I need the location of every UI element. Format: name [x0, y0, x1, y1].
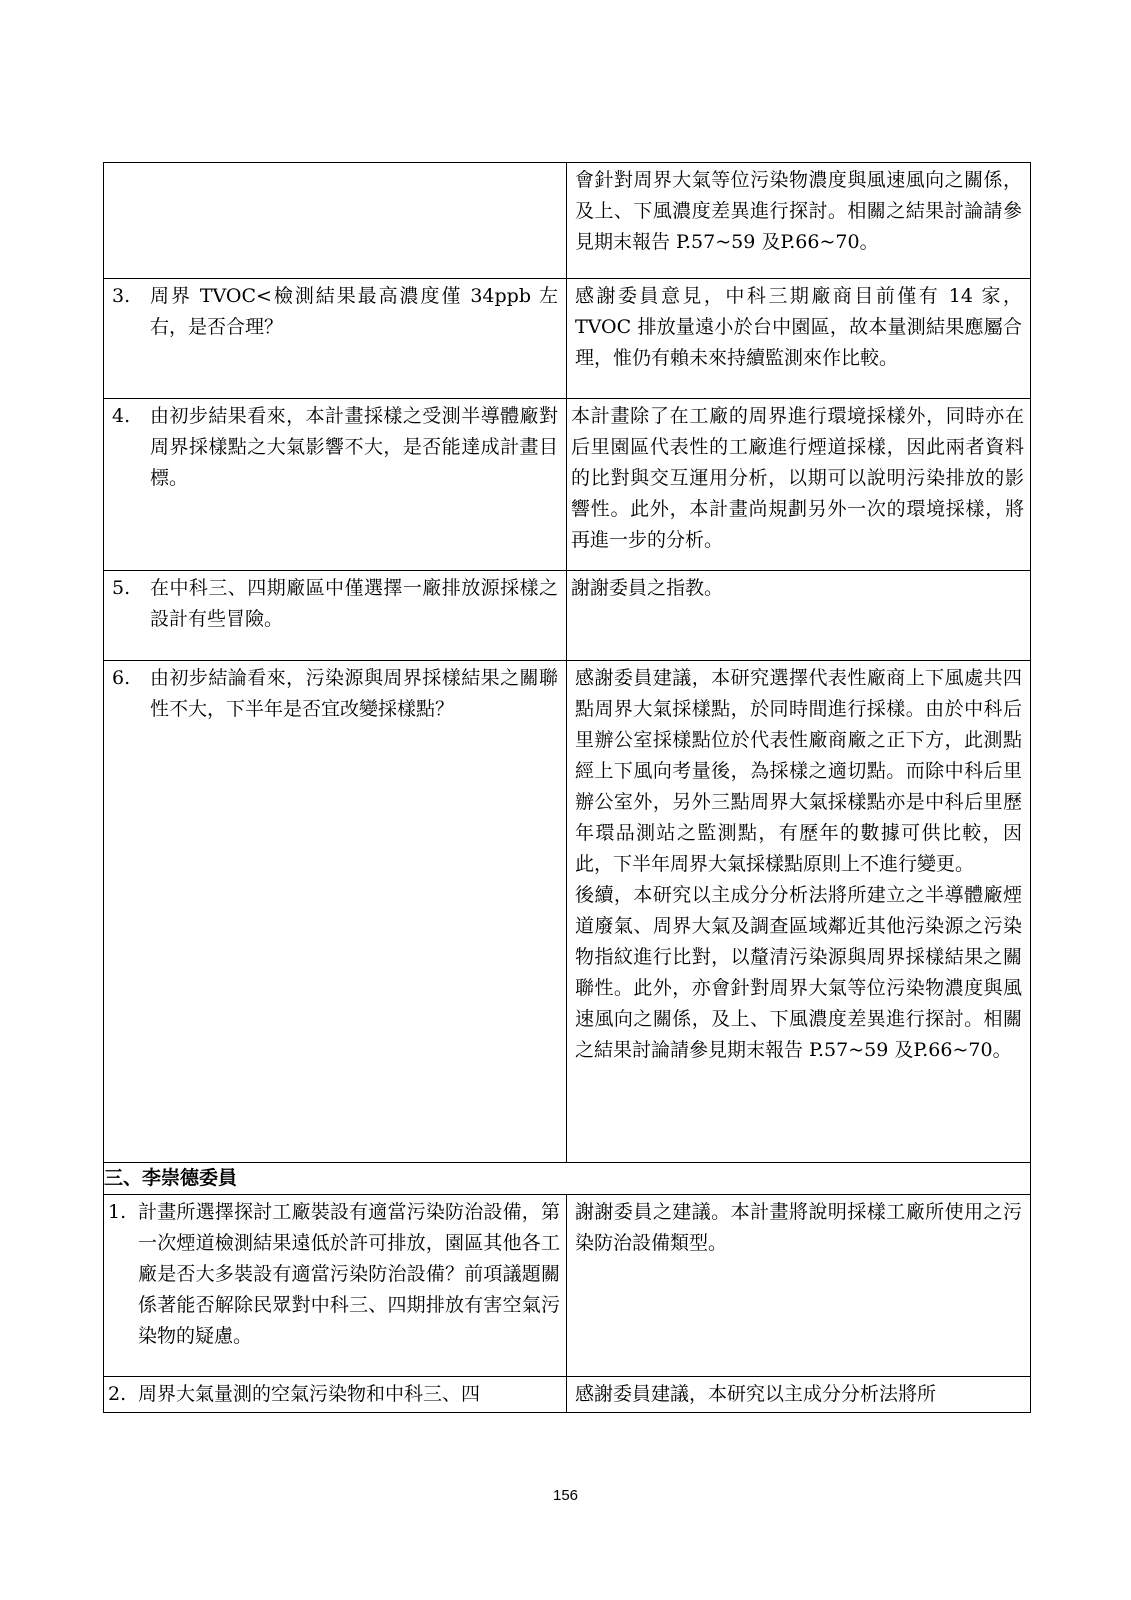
comment-response-table	[103, 162, 1031, 1413]
response-cell	[567, 163, 1031, 279]
response-text: 謝謝委員之建議。本計畫將說明採樣工廠所使用之污染防治設備類型。	[575, 1201, 1022, 1254]
comment-cell	[104, 571, 567, 661]
comment-cell	[104, 279, 567, 399]
comment-cell	[104, 1195, 567, 1377]
comment-cell	[104, 1377, 567, 1413]
comment-cell	[104, 661, 567, 1163]
response-cell	[567, 1377, 1031, 1413]
table-row	[104, 1377, 1031, 1413]
table-row	[104, 661, 1031, 1163]
comment-cell	[104, 163, 567, 279]
item-number: 5.	[112, 577, 131, 599]
response-text: 感謝委員意見，中科三期廠商目前僅有 14 家，TVOC 排放量遠小於台中園區，故本量測結果應屬合理，惟仍有賴未來持續監測來作比較。	[575, 285, 1022, 369]
table-row	[104, 399, 1031, 571]
response-text: 謝謝委員之指教。	[571, 577, 724, 599]
item-number: 4.	[112, 405, 131, 427]
comment-text: 由初步結果看來，本計畫採樣之受測半導體廠對周界採樣點之大氣影響不大，是否能達成計畫目標。	[150, 405, 558, 489]
item-number: 2.	[108, 1383, 127, 1405]
table-row	[104, 163, 1031, 279]
item-number: 3.	[112, 285, 131, 307]
response-cell	[567, 1195, 1031, 1377]
comment-text: 周界 TVOC<檢測結果最高濃度僅 34ppb 左右，是否合理？	[150, 285, 558, 338]
comment-text: 由初步結論看來，污染源與周界採樣結果之關聯性不大，下半年是否宜改變採樣點？	[150, 667, 558, 720]
response-paragraph: 感謝委員建議，本研究選擇代表性廠商上下風處共四點周界大氣採樣點，於同時間進行採樣。由於中科后里辦公室採樣點位於代表性廠商廠之正下方，此測點經上下風向考量後，為採樣之適切點。而除中科后里辦公室外，另外三點周界大氣採樣點亦是中科后里歷年環品測站之監測點，有歷年的數據可供比較，因此，下半年周界大氣採樣點原則上不進行變更。	[575, 667, 1022, 875]
table-row	[104, 279, 1031, 399]
response-text: 感謝委員建議，本研究以主成分分析法將所	[575, 1383, 937, 1405]
response-cell	[567, 279, 1031, 399]
item-number: 6.	[112, 667, 131, 689]
response-cell	[567, 661, 1031, 1163]
comment-cell	[104, 399, 567, 571]
section-header-row	[104, 1163, 1031, 1195]
section-title: 三、李崇德委員	[104, 1163, 1031, 1195]
response-cell	[567, 399, 1031, 571]
comment-text: 在中科三、四期廠區中僅選擇一廠排放源採樣之設計有些冒險。	[150, 577, 558, 630]
item-number: 1.	[108, 1201, 127, 1223]
response-text: 本計畫除了在工廠的周界進行環境採樣外，同時亦在后里園區代表性的工廠進行煙道採樣，因此兩者資料的比對與交互運用分析，以期可以說明污染排放的影響性。此外，本計畫尚規劃另外一次的環境採樣，將再進一步的分析。	[571, 405, 1024, 551]
response-paragraph: 後續，本研究以主成分分析法將所建立之半導體廠煙道廢氣、周界大氣及調查區域鄰近其他污染源之污染物指紋進行比對，以釐清污染源與周界採樣結果之關聯性。此外，亦會針對周界大氣等位污染物濃度與風速風向之關係，及上、下風濃度差異進行探討。相關之結果討論請參見期末報告 P.57~59 及P.66~70。	[575, 884, 1022, 1061]
comment-text: 周界大氣量測的空氣污染物和中科三、四	[138, 1383, 481, 1405]
table-row	[104, 1195, 1031, 1377]
response-text: 會針對周界大氣等位污染物濃度與風速風向之關係，及上、下風濃度差異進行探討。相關之結果討論請參見期末報告 P.57~59 及P.66~70。	[575, 169, 1022, 253]
comment-text: 計畫所選擇探討工廠裝設有適當污染防治設備，第一次煙道檢測結果遠低於許可排放，園區其他各工廠是否大多裝設有適當污染防治設備？前項議題關係著能否解除民眾對中科三、四期排放有害空氣污染物的疑慮。	[138, 1201, 560, 1347]
response-cell	[567, 571, 1031, 661]
page-number: 156	[552, 1487, 579, 1504]
table-row	[104, 571, 1031, 661]
